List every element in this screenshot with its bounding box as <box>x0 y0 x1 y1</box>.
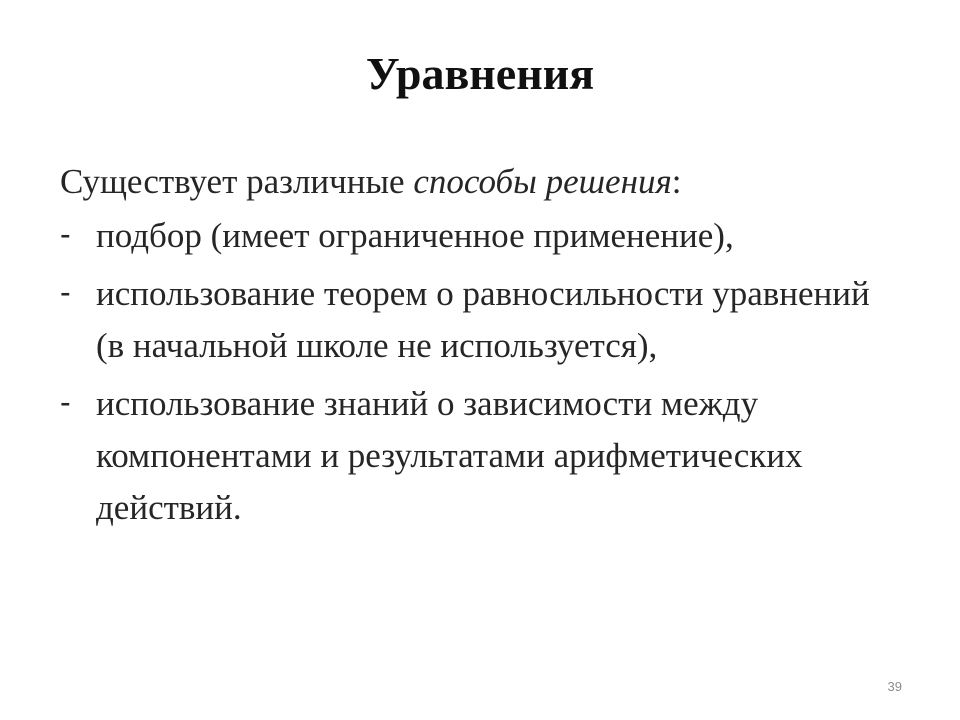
list-item-text: подбор (имеет ограниченное применение), <box>96 216 734 255</box>
methods-list <box>60 210 900 534</box>
intro-prefix: Существует различные <box>60 162 414 201</box>
slide-title: Уравнения <box>365 48 595 99</box>
dash-bullet: - <box>60 216 71 252</box>
list-item-text: использование знаний о зависимости между компонентами и результатами арифметических действий. <box>96 384 803 527</box>
list-item <box>60 210 900 262</box>
intro-emphasis: способы решения <box>413 162 672 201</box>
slide-body <box>60 156 900 540</box>
list-item-text: использование теорем о равносильности уравнений (в начальной школе не используется), <box>96 274 870 365</box>
page-number: 39 <box>887 679 902 694</box>
intro-suffix: : <box>671 162 682 201</box>
list-item <box>60 378 900 534</box>
dash-bullet: - <box>60 274 71 310</box>
dash-bullet: - <box>60 384 71 420</box>
intro-text <box>60 156 900 208</box>
list-item <box>60 268 900 372</box>
